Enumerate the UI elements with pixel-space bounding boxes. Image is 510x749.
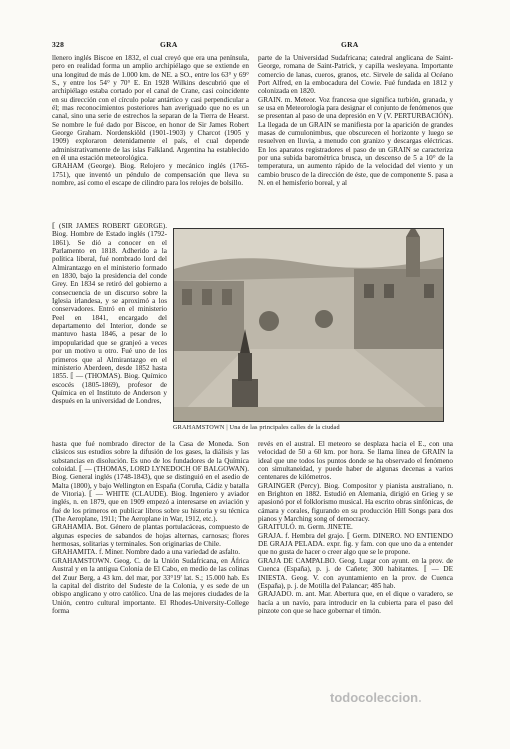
entry-grahamita: GRAHAMITA. f. Miner. Nombre dado a una variedad de asfalto. — [52, 548, 241, 557]
entry-grahamstown-continued: parte de la Universidad Sudafricana; catedral anglicana de Saint-George, romana de Saint-Patrick, y capilla wesleyana. Importante comercio de lanas, cueros, granos, etc. Sirvele de salida al Océano Port Alfred, en la embocadura del Cowie. Fué fundada en 1812 y colonizada en 1820. — [258, 54, 453, 96]
entry-grain-continued: revés en el austral. El meteoro se desplaza hacia el E., con una velocidad de 50 a 60 km. por hora. Se llama línea de GRAIN la ideal que une todos los puntos donde se ha observado el fenómeno con simultaneidad, y puede haber de algunas decenas a varios centenares de kilómetros. — [258, 440, 453, 482]
entry-graja: GRAJA. f. Hembra del grajo. ⟦ Germ. DINERO. NO ENTIENDO DE GRAJA PELADA. expr. fig. y fam. con que uno da a entender que no gusta de hacer o creer algo que se le propone. — [258, 531, 453, 557]
right-column-top — [258, 54, 453, 224]
watermark-logo — [330, 690, 422, 705]
entry-graham-thomas-continued: hasta que fué nombrado director de la Casa de Moneda. Son clásicos sus estudios sobre la difusión de los gases, la diálisis y las substancias en disolución. Es uno de los fundadores de la Química coloidal. ⟦ — (THOMAS, LORD LYNEDOCH OF BALGOWAN). Biog. General inglés (1748-1843), que se distinguió en el asedio de Malta (1800), y bajo Wellington en España (Coruña, Cádiz y batalla de Vitoria). ⟦ — WHITE (CLAUDE). Biog. Ingeniero y aviador inglés, n. en 1879, que en 1909 empezó a interesarse en aviación y fué de los primeros en publicar libros sobre su historia y su técnica (The Aeroplane, 1911; The Aeroplane in War, 1912, etc.). — [52, 440, 249, 524]
entry-graham-james: ⟦ (SIR JAMES ROBERT GEORGE). Biog. Hombre de Estado inglés (1792-1861). Se dió a conocer en el Parlamento en 1818. Adherido a la política liberal, fué nombrado lord del Almirantazgo en el ministerio formado en 1830, bajo la presidencia del conde Grey. En 1834 se retiró del gobierno a consecuencia de un discurso sobre la Iglesia irlandesa, y se aproximó a los conservadores. Entró en el ministerio Peel en 1841, encargado del departamento del Interior, donde se mantuvo hasta 1846, a pesar de lo impopularidad que se granjeó a veces por un motivo u otro. Fué uno de los primeros que al Almirantazgo en el ministerio Aberdeen, desde 1852 hasta 1855. ⟦ — (THOMAS). Biog. Químico escocés (1805-1869), profesor de Química en el Instituto de Anderson y después en la universidad de Londres, — [52, 222, 167, 406]
entry-grain: GRAIN. m. Meteor. Voz francesa que significa turbión, granada, y se usa en Meteorología para designar el conjunto de fenómenos que se presentan al paso de una depresión en V (V. PERTURBACIÓN). La llegada de un GRAIN se manifiesta por la aparición de grandes masas de cumulonimbus, que obscurecen el horizonte y luego se resuelven en lluvia, a menudo con granizo y descargas eléctricas. En los aparatos registradores el paso de un GRAIN se caracteriza por una subida barométrica brusca, un descenso de 5 a 10° de la temperatura, un aumento rápido de la velocidad del viento y un cambio brusco de la dirección de éste, que de componente S. pasa a N. en el hemisferio boreal, y al — [258, 95, 453, 188]
city-street-photo — [173, 228, 444, 422]
right-column-bottom — [258, 440, 453, 702]
entry-grahamstown: GRAHAMSTOWN. Geog. C. de la Unión Sudafricana, en África Austral y en la antigua Colonia de El Cabo, en medio de las colinas del Zuur Berg, a 43 km. del mar, por 33°19' lat. S.; 15.000 hab. Es la capital del distrito del Sudeste de la Colonia, y es sede de un obispo anglicano y otro católico. Una de las mejores ciudades de la Unión, centro cultural importante. El Rhodes-University-College forma — [52, 556, 249, 615]
left-header-word: GRA — [160, 40, 178, 49]
entry-grainger: GRAINGER (Percy). Biog. Compositor y pianista australiano, n. en Brighton en 1882. Estudió en Alemania, dirigió en Grieg y se apasionó por el folklorismo musical. Ha escrito obras sinfónicas, de cámara y corales, figurando en su producción Hill Songs para dos pianos y Marching song of democracy. — [258, 481, 453, 524]
left-column-top — [52, 54, 249, 188]
entry-graitulo: GRAITULÓ. m. Germ. JINETE. — [258, 523, 353, 532]
entry-graham-land-continued: llenero inglés Biscoe en 1832, el cual creyó que era una península, pero en realidad forma un amplio archipiélago que se extiende en una longitud de más de 1.000 km. de NE. a SO., entre los 63° y 69° S., y entre los 54° y 70° E. En 1928 Wilkins descubrió que el archipiélago estaba cortado por el canal de Crane, casi coincidente en su dirección con el círculo polar antártico y casi perpendicular a él; mas reconocimientos posteriores han averiguado que no es un canal, sino una serie de estrechos la separan de la Tierra de Hearst. Se nombre le fué dado por Biscoe, en honor de Sir James Robert George Graham. Nordenskiöld (1901-1903) y Charcot (1905 y 1909) exploraron detenidamente el país, el cual depende administrativamente de las islas Falkland. Argentina ha establecido en él una estación meteorológica. — [52, 54, 249, 163]
page-number: 328 — [52, 40, 65, 49]
watermark-dot: . — [418, 690, 422, 705]
left-column-beside-figure — [52, 222, 167, 437]
street-scene-illustration — [174, 229, 443, 421]
entry-graham-george: GRAHAM (George). Biog. Relojero y mecánico inglés (1765-1751), que inventó un péndulo de compensación que lleva su nombre, así como el escape de cilindro para los relojes de bolsillo. — [52, 162, 249, 188]
figure-caption: GRAHAMSTOWN | Una de las principales calles de la ciudad — [173, 424, 340, 431]
entry-grahamia: GRAHAMIA. Bot. Género de plantas portulacáceas, compuesto de algunas especies de sabandos de hojas alternas, carnosas; flores hermosas, solitarias y terminales. Son originarias de Chile. — [52, 523, 249, 549]
entry-graja-de-campalbo: GRAJA DE CAMPALBO. Geog. Lugar con ayunt. en la prov. de Cuenca (España), p. j. de Cañete; 300 habitantes. ⟦ — DE INIESTA. Geog. V. con ayuntamiento en la prov. de Cuenca (España), p. j. de Motilla del Palancar; 485 hab. — [258, 556, 453, 590]
entry-grajado: GRAJADO. m. ant. Mar. Abertura que, en el dique o varadero, se hacía a un navío, para introducir en la cubierta para el paso del pinzote con que se hace gobernar el timón. — [258, 590, 453, 615]
left-column-bottom — [52, 440, 249, 690]
watermark-text: todocoleccion — [330, 690, 419, 705]
right-header-word: GRA — [341, 40, 359, 49]
